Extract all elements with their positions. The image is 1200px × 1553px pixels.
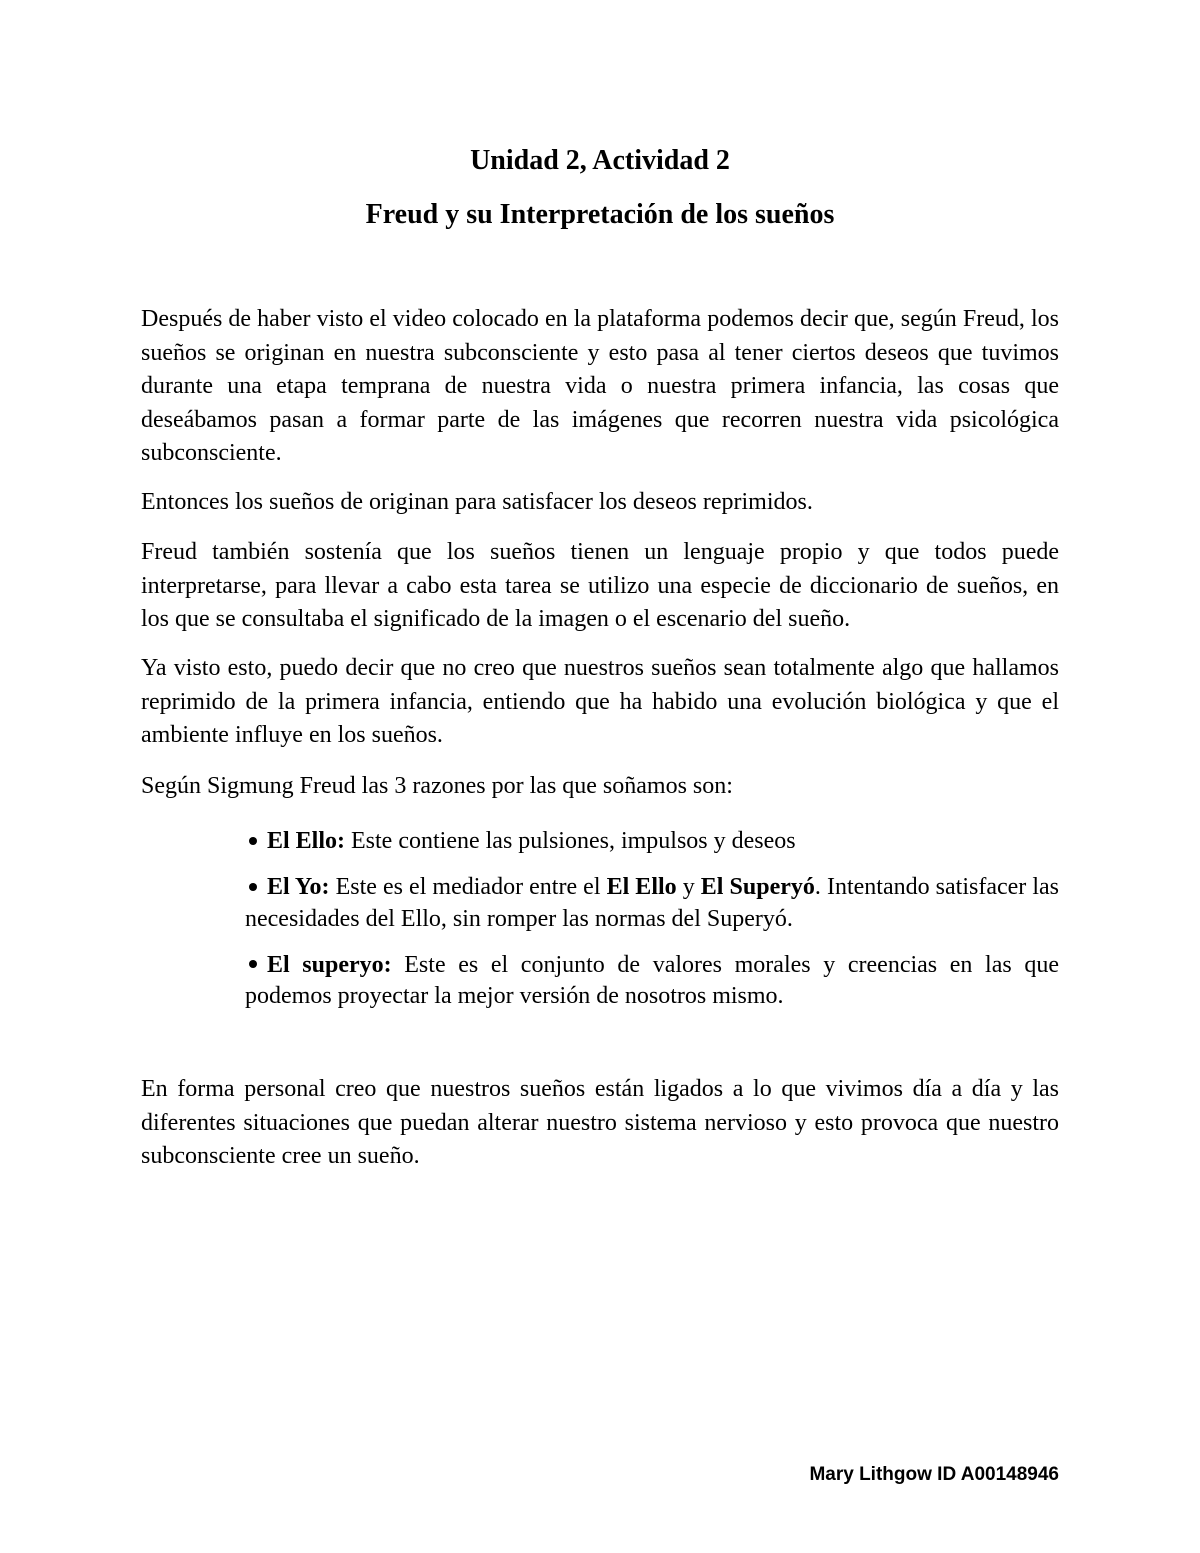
document-subtitle: Freud y su Interpretación de los sueños	[365, 199, 835, 230]
bullet-ref-superyo: El Superyó	[700, 874, 815, 900]
bullet-item-yo	[245, 872, 1059, 935]
paragraph-opinion: Ya visto esto, puedo decir que no creo que nuestros sueños sean totalmente algo que hallamos reprimido de la primera infancia, entiendo que ha habido una evolución biológica y que el ambiente influye en los sueños.	[141, 655, 1059, 748]
paragraph-razones: Según Sigmung Freud las 3 razones por las que soñamos son:	[141, 773, 733, 799]
bullet-text: Este es el conjunto de valores morales y creencias en las que podemos proyectar la mejor versión de nosotros mismo.	[245, 951, 1059, 1009]
bullet-text: Este es el mediador entre el	[329, 874, 607, 900]
paragraph-deseos: Entonces los sueños de originan para satisfacer los deseos reprimidos.	[141, 489, 813, 515]
paragraph-closing: En forma personal creo que nuestros sueños están ligados a lo que vivimos día a día y las diferentes situaciones que puedan alterar nuestro sistema nervioso y esto provoca que nuestro subconsciente cree un sueño.	[141, 1076, 1059, 1169]
bullet-dot-icon	[249, 883, 257, 891]
paragraph-intro: Después de haber visto el video colocado en la plataforma podemos decir que, según Freud, los sueños se originan en nuestra subconsciente y esto pasa al tener ciertos deseos que tuvimos durante una etapa temprana de nuestra vida o nuestra primera infancia, las cosas que deseábamos pasan a formar parte de las imágenes que recorren nuestra vida psicológica subconsciente.	[141, 306, 1059, 466]
bullet-dot-icon	[249, 960, 257, 968]
bullet-item-superyo	[245, 950, 1059, 1013]
bullet-text: . Intentando satisfacer las necesidades del Ello, sin romper las normas del Superyó.	[245, 874, 1059, 932]
bullet-list	[245, 826, 1059, 1027]
bullet-text: Este contiene las pulsiones, impulsos y deseos	[345, 828, 796, 854]
bullet-item-ello	[245, 826, 1059, 858]
paragraph-lenguaje: Freud también sostenía que los sueños tienen un lenguaje propio y que todos puede interpretarse, para llevar a cabo esta tarea se utilizo una especie de diccionario de sueños, en los que se consultaba el significado de la imagen o el escenario del sueño.	[141, 539, 1059, 632]
bullet-text: y	[676, 874, 701, 900]
document-title: Unidad 2, Actividad 2	[470, 145, 730, 176]
bullet-ref-ello: El Ello	[606, 874, 677, 900]
bullet-term: El Yo:	[267, 874, 330, 900]
bullet-dot-icon	[249, 837, 257, 845]
bullet-term: El superyo:	[267, 951, 392, 978]
bullet-term: El Ello:	[267, 828, 346, 854]
footer-author-id: Mary Lithgow ID A00148946	[809, 1464, 1059, 1485]
